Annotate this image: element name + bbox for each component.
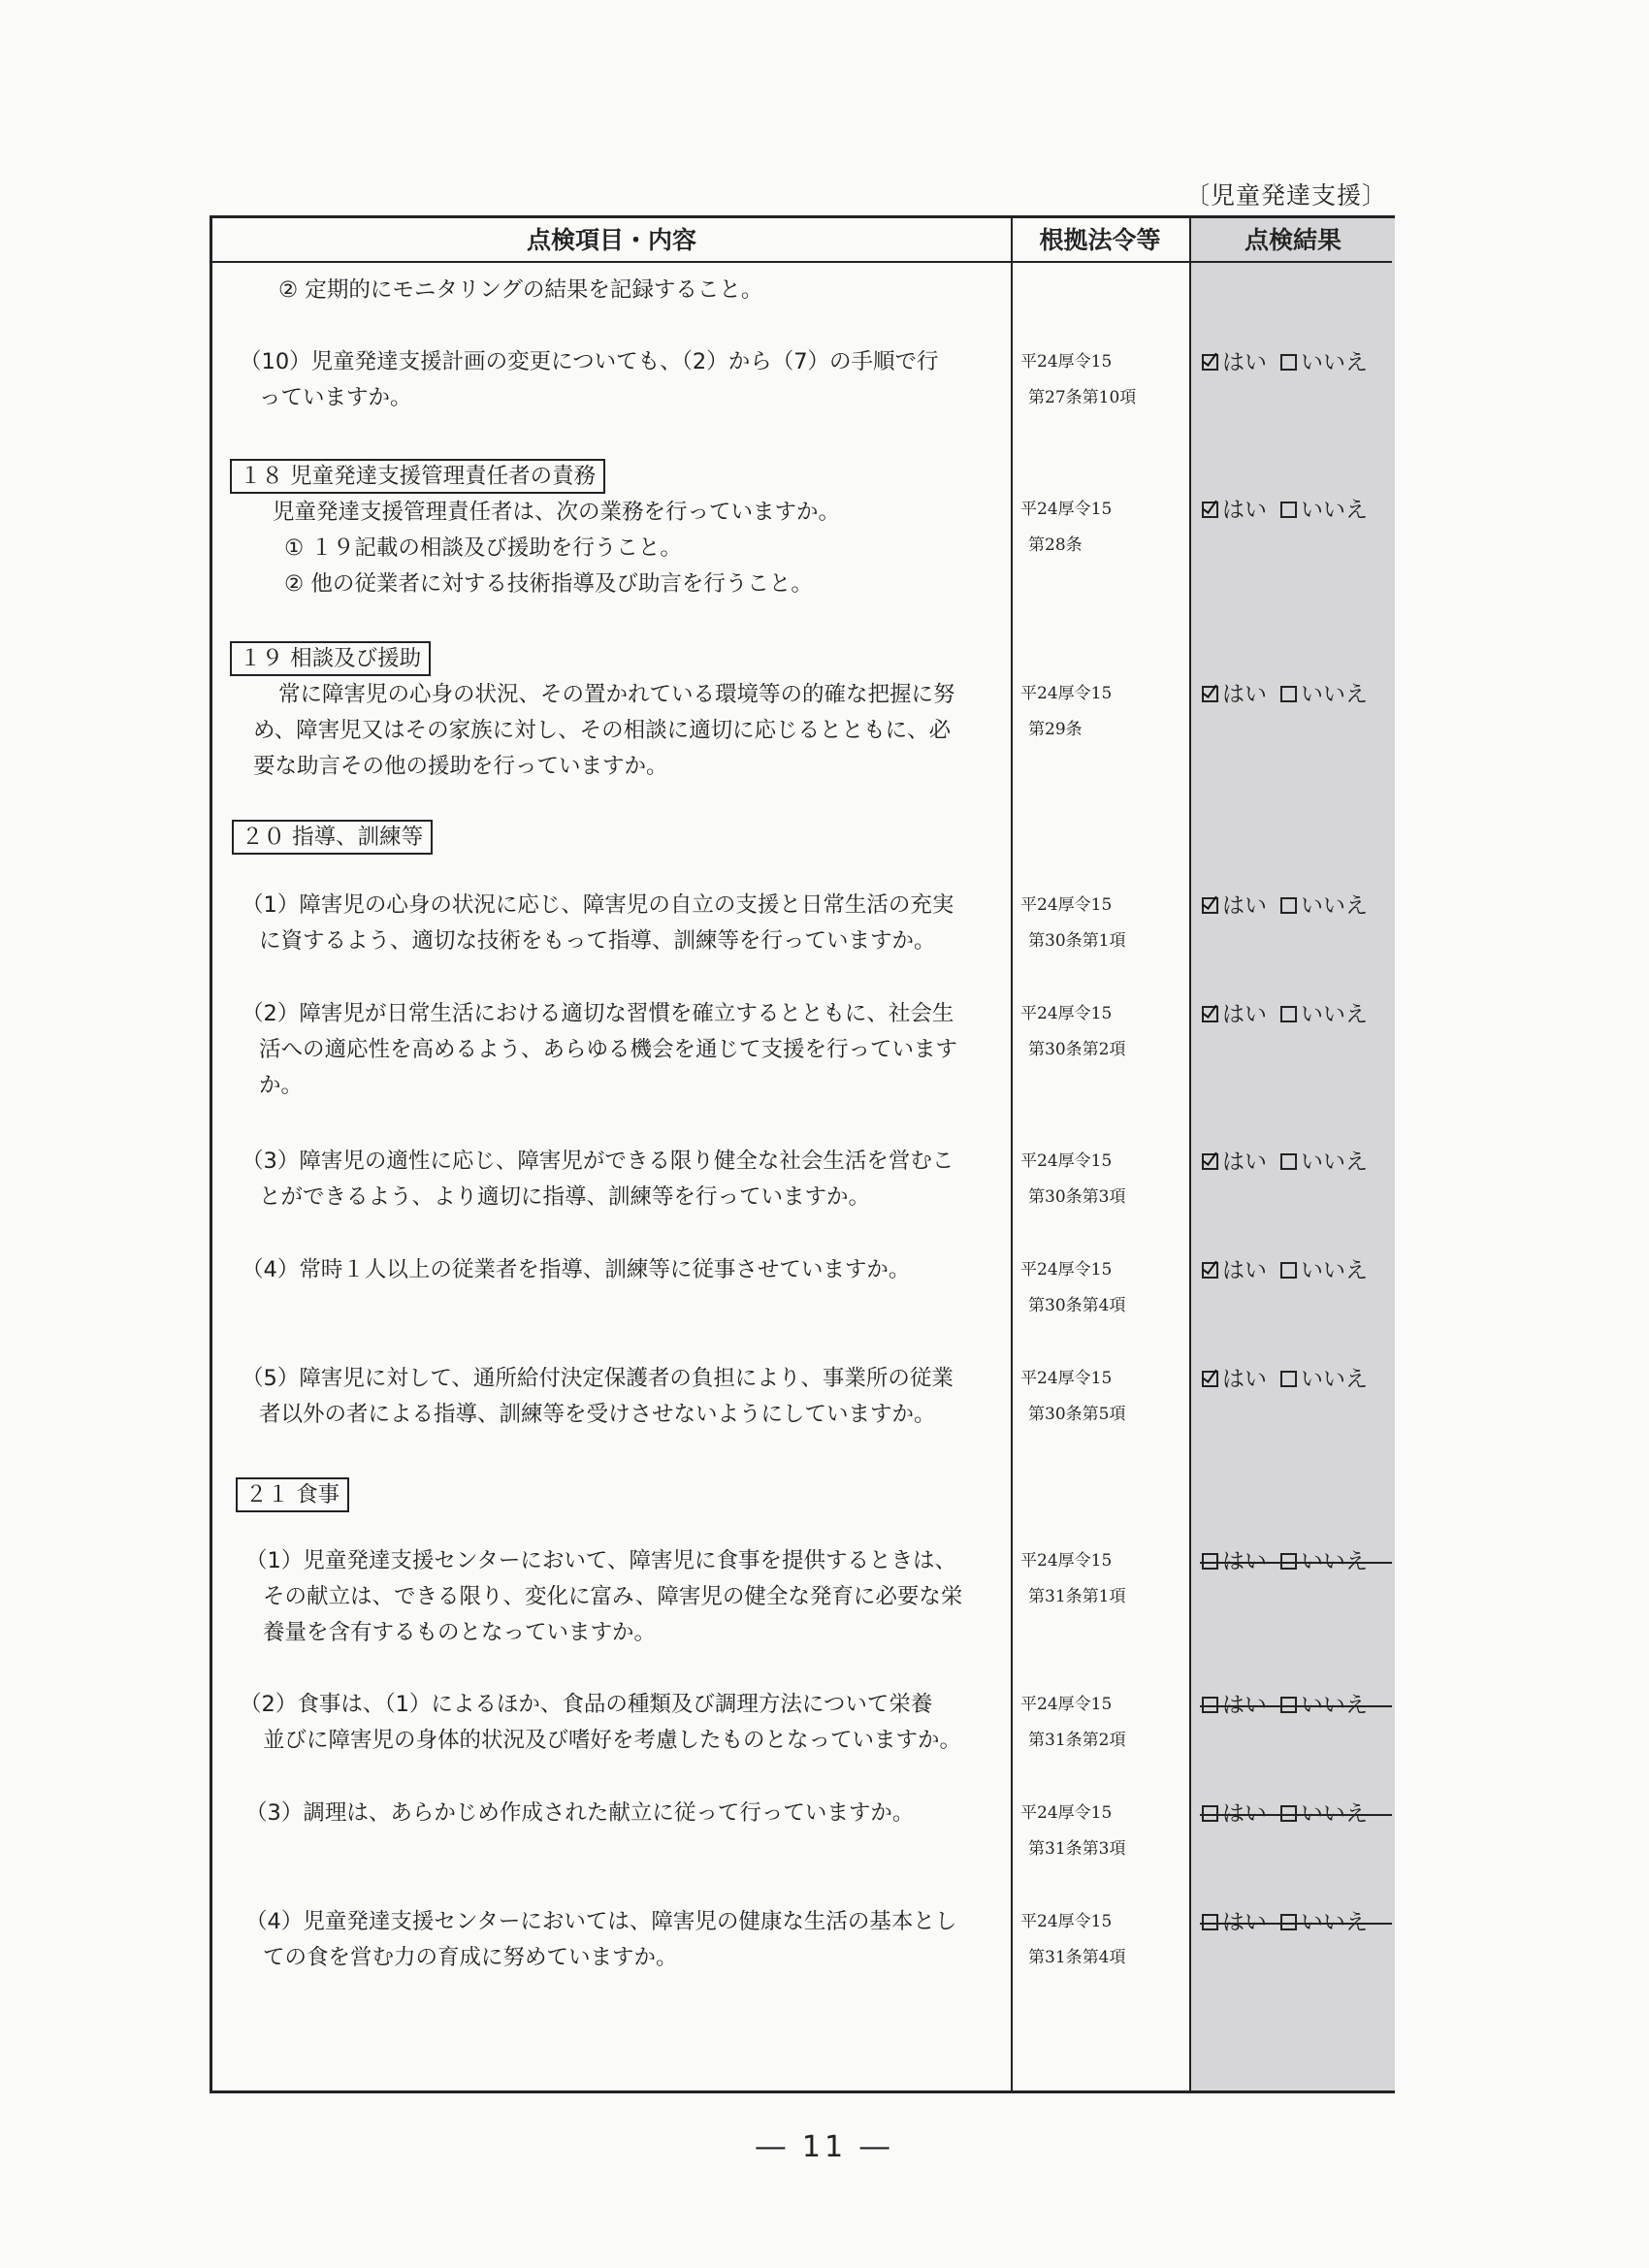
law-reference: 平24厚令15 第30条第2項 bbox=[1020, 1004, 1126, 1059]
result-options bbox=[1192, 680, 1394, 709]
yes-option[interactable]: はい bbox=[1202, 1000, 1267, 1029]
header-result: 点検結果 bbox=[1244, 226, 1342, 254]
no-option[interactable]: いいえ bbox=[1280, 348, 1368, 377]
checkbox-no[interactable] bbox=[1280, 1805, 1297, 1822]
yes-option[interactable]: はい bbox=[1202, 1799, 1267, 1829]
yes-option[interactable]: はい bbox=[1202, 1256, 1267, 1285]
item-text: （1）障害児の心身の状況に応じ、障害児の自立の支援と日常生活の充実 に資するよう、適切な技術をもって指導、訓練等を行っていますか。 bbox=[242, 892, 954, 954]
checkbox-no[interactable] bbox=[1280, 1262, 1297, 1279]
checkbox-yes[interactable] bbox=[1202, 1914, 1218, 1930]
item-text: （4）児童発達支援センターにおいては、障害児の健康な生活の基本とし ての食を営む力の育成に努めていますか。 bbox=[245, 1909, 957, 1970]
no-option[interactable]: いいえ bbox=[1280, 1908, 1368, 1937]
yes-option[interactable]: はい bbox=[1202, 1547, 1267, 1576]
checkbox-no[interactable] bbox=[1280, 1553, 1297, 1570]
result-options-struck bbox=[1192, 1691, 1394, 1720]
item-text: ② 定期的にモニタリングの結果を記録すること。 bbox=[278, 277, 763, 303]
result-options bbox=[1192, 496, 1394, 525]
section-title: １８ 児童発達支援管理責任者の責務 bbox=[230, 459, 605, 494]
result-options-struck bbox=[1192, 1908, 1394, 1937]
checkbox-no[interactable] bbox=[1280, 686, 1297, 702]
law-reference: 平24厚令15 第30条第3項 bbox=[1020, 1151, 1126, 1207]
checkbox-yes[interactable] bbox=[1202, 354, 1218, 371]
item-text: （4）常時１人以上の従業者を指導、訓練等に従事させていますか。 bbox=[242, 1257, 911, 1282]
section-title: ２０ 指導、訓練等 bbox=[232, 820, 433, 855]
yes-option[interactable]: はい bbox=[1202, 496, 1267, 525]
law-reference: 平24厚令15 第31条第3項 bbox=[1020, 1803, 1126, 1859]
no-option[interactable]: いいえ bbox=[1280, 496, 1368, 525]
item-text: （1）児童発達支援センターにおいて、障害児に食事を提供するときは、 その献立は、できる限り、変化に富み、障害児の健全な発育に必要な栄 養量を含有するものとなっていますか。 bbox=[245, 1548, 963, 1645]
section-title: １９ 相談及び援助 bbox=[230, 641, 431, 676]
section-title: ２１ 食事 bbox=[236, 1477, 349, 1512]
item-text: （3）調理は、あらかじめ作成された献立に従って行っていますか。 bbox=[245, 1800, 915, 1826]
no-option[interactable]: いいえ bbox=[1280, 1256, 1368, 1285]
checkbox-yes[interactable] bbox=[1202, 1371, 1218, 1387]
checkbox-no[interactable] bbox=[1280, 502, 1297, 518]
no-option[interactable]: いいえ bbox=[1280, 891, 1368, 921]
yes-option[interactable]: はい bbox=[1202, 1148, 1267, 1177]
result-options bbox=[1192, 1365, 1394, 1394]
result-options-struck bbox=[1192, 1799, 1394, 1829]
law-reference: 平24厚令15 第30条第4項 bbox=[1020, 1260, 1126, 1315]
item-text bbox=[236, 1477, 1012, 1513]
checkbox-no[interactable] bbox=[1280, 1153, 1297, 1170]
item-text: １９ 相談及び援助 常に障害児の心身の状況、その置かれている環境等の的確な把握に努 め、障害児又はその家族に対し、その相談に適切に応じるとともに、必 要な助言その他の援助を行っていますか。 bbox=[230, 641, 1006, 785]
no-option[interactable]: いいえ bbox=[1280, 1799, 1368, 1829]
item-text: （2）食事は、（1）によるほか、食品の種類及び調理方法について栄養 並びに障害児の身体的状況及び嗜好を考慮したものとなっていますか。 bbox=[240, 1692, 962, 1753]
checkbox-yes[interactable] bbox=[1202, 897, 1218, 914]
header-items: 点検項目・内容 bbox=[526, 226, 696, 254]
checkbox-yes[interactable] bbox=[1202, 502, 1218, 518]
law-reference: 平24厚令15 第30条第5項 bbox=[1020, 1369, 1126, 1424]
result-options-struck bbox=[1192, 1547, 1394, 1576]
item-text: （2）障害児が日常生活における適切な習慣を確立するとともに、社会生 活への適応性を高めるよう、あらゆる機会を通じて支援を行っています か。 bbox=[242, 1001, 958, 1098]
checkbox-yes[interactable] bbox=[1202, 1553, 1218, 1570]
no-option[interactable]: いいえ bbox=[1280, 1148, 1368, 1177]
item-text: （3）障害児の適性に応じ、障害児ができる限り健全な社会生活を営むこ とができるよう、より適切に指導、訓練等を行っていますか。 bbox=[242, 1149, 954, 1210]
no-option[interactable]: いいえ bbox=[1280, 1365, 1368, 1394]
header-law: 根拠法令等 bbox=[1039, 226, 1161, 254]
item-text: １８ 児童発達支援管理責任者の責務 児童発達支援管理責任者は、次の業務を行っていますか。 ① １９記載の相談及び援助を行うこと。 ② 他の従業者に対する技術指導及び助言を行うこと。 bbox=[230, 459, 1006, 602]
item-text bbox=[232, 820, 1008, 856]
law-reference: 平24厚令15 第28条 bbox=[1020, 500, 1113, 555]
law-reference: 平24厚令15 第27条第10項 bbox=[1020, 352, 1137, 407]
page-number: ― 11 ― bbox=[756, 2130, 893, 2164]
checkbox-yes[interactable] bbox=[1202, 1697, 1218, 1713]
item-text: （5）障害児に対して、通所給付決定保護者の負担により、事業所の従業 者以外の者による指導、訓練等を受けさせないようにしていますか。 bbox=[242, 1366, 954, 1427]
yes-option[interactable]: はい bbox=[1202, 1908, 1267, 1937]
yes-option[interactable]: はい bbox=[1202, 1691, 1267, 1720]
result-options bbox=[1192, 1148, 1394, 1177]
result-options bbox=[1192, 891, 1394, 921]
law-reference: 平24厚令15 第31条第1項 bbox=[1020, 1551, 1126, 1606]
yes-option[interactable]: はい bbox=[1202, 348, 1267, 377]
result-options bbox=[1192, 348, 1394, 377]
law-reference: 平24厚令15 第29条 bbox=[1020, 684, 1113, 739]
no-option[interactable]: いいえ bbox=[1280, 1691, 1368, 1720]
law-reference: 平24厚令15 第31条第2項 bbox=[1020, 1695, 1126, 1750]
law-reference: 平24厚令15 第31条第4項 bbox=[1020, 1912, 1126, 1967]
checkbox-yes[interactable] bbox=[1202, 1006, 1218, 1022]
checkbox-yes[interactable] bbox=[1202, 686, 1218, 702]
checkbox-no[interactable] bbox=[1280, 1914, 1297, 1930]
table-header bbox=[212, 218, 1392, 263]
result-options bbox=[1192, 1000, 1394, 1029]
law-reference: 平24厚令15 第30条第1項 bbox=[1020, 895, 1126, 951]
checkbox-yes[interactable] bbox=[1202, 1153, 1218, 1170]
no-option[interactable]: いいえ bbox=[1280, 1000, 1368, 1029]
checkbox-no[interactable] bbox=[1280, 1697, 1297, 1713]
yes-option[interactable]: はい bbox=[1202, 680, 1267, 709]
result-options bbox=[1192, 1256, 1394, 1285]
yes-option[interactable]: はい bbox=[1202, 1365, 1267, 1394]
checkbox-no[interactable] bbox=[1280, 1371, 1297, 1387]
item-text: （10）児童発達支援計画の変更についても、（2）から（7）の手順で行 っていますか。 bbox=[240, 349, 939, 410]
checkbox-no[interactable] bbox=[1280, 897, 1297, 914]
no-option[interactable]: いいえ bbox=[1280, 1547, 1368, 1576]
category-label: 〔児童発達支援〕 bbox=[1185, 181, 1388, 210]
checkbox-yes[interactable] bbox=[1202, 1805, 1218, 1822]
no-option[interactable]: いいえ bbox=[1280, 680, 1368, 709]
checkbox-no[interactable] bbox=[1280, 1006, 1297, 1022]
checkbox-yes[interactable] bbox=[1202, 1262, 1218, 1279]
checkbox-no[interactable] bbox=[1280, 354, 1297, 371]
yes-option[interactable]: はい bbox=[1202, 891, 1267, 921]
inspection-table bbox=[210, 215, 1395, 2093]
